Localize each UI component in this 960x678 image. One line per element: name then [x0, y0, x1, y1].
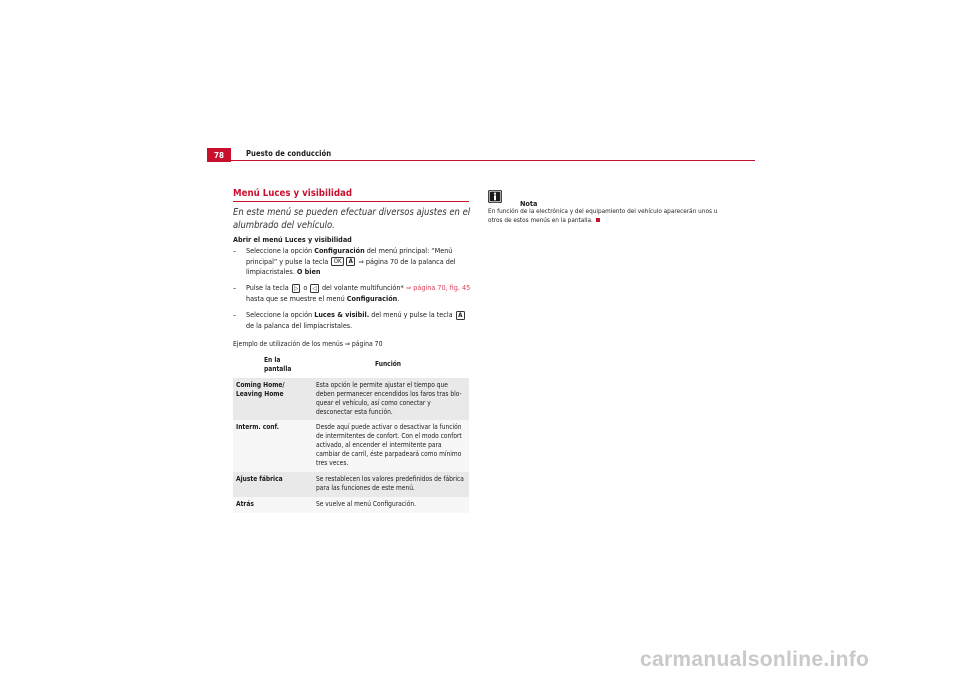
left-arrow-key-icon: ◁: [310, 284, 319, 293]
column-header-function: Función: [375, 360, 402, 369]
table-cell-screen: Interm. conf.: [233, 420, 313, 472]
step-text: Seleccione la opción: [246, 310, 315, 319]
note-text: [488, 207, 728, 225]
menu-table: [233, 354, 469, 513]
step-3: [233, 310, 473, 331]
note-title: Nota: [520, 199, 538, 208]
table-row: [233, 472, 469, 497]
info-icon: [488, 190, 502, 203]
a-key-icon: A: [456, 311, 465, 320]
table-cell-function: Se restablecen los valores predefinidos de fábrica para las funciones de este menú.: [313, 472, 469, 497]
step-bold: Configuración: [314, 246, 365, 255]
right-arrow-key-icon: ▷: [292, 284, 301, 293]
step-2: [233, 283, 473, 304]
end-of-section-icon: [596, 218, 600, 222]
step-dash: –: [233, 310, 237, 319]
step-text: .: [397, 293, 400, 303]
step-bold: Configuración: [346, 293, 398, 303]
table-row: [233, 420, 469, 472]
step-bold: Luces & visibil.: [314, 310, 370, 319]
step-dash: –: [233, 246, 237, 255]
step-text: ⇒ página 70 de la palanca del limpiacristales.: [246, 256, 456, 276]
page-number: 78: [207, 148, 231, 162]
table-cell-function: Desde aquí puede activar o desactivar la función de intermitentes de confort. Con el modo confort activado, al encender el intermitente para cambiar de carril, éste parpadeará como mínimo tres veces.: [313, 420, 469, 472]
table-cell-function: Esta opción le permite ajustar el tiempo que deben permanecer encendidos los faros tras bloquear el vehículo, así como conectar y desconectar esta función.: [313, 378, 469, 421]
table-cell-screen: Coming Home/ Leaving Home: [233, 378, 313, 421]
step-text: o: [301, 283, 310, 292]
ok-key-icon: OK: [331, 257, 344, 266]
page-reference-link[interactable]: ⇒ página 70, fig. 45: [405, 283, 471, 292]
step-text: Seleccione la opción: [246, 246, 315, 255]
table-cell-function: Se vuelve al menú Configuración.: [313, 497, 469, 513]
table-cell-screen: Ajuste fábrica: [233, 472, 313, 497]
watermark: carmanualsonline.info: [640, 648, 870, 671]
subheading: Abrir el menú Luces y visibilidad: [233, 235, 352, 244]
table-row: [233, 378, 469, 421]
table-row: [233, 497, 469, 513]
step-text: Pulse la tecla: [246, 283, 291, 292]
main-heading: Menú Luces y visibilidad: [233, 188, 353, 199]
step-text: del menú y pulse la tecla: [369, 310, 455, 319]
step-text: del menú principal: “Menú principal” y pulse la tecla: [246, 246, 453, 266]
a-key-icon: A: [346, 257, 355, 266]
step-bold: O bien: [296, 267, 321, 276]
note-body: En función de la electrónica y del equipamiento del vehículo aparecerán unos u otros de estos menús en la pantalla.: [488, 207, 718, 224]
heading-rule: [233, 201, 469, 202]
intro-text: En este menú se pueden efectuar diversos ajustes en el alumbrado del vehículo.: [233, 207, 471, 231]
step-text: de la palanca del limpiacristales.: [246, 320, 353, 330]
table-cell-screen: Atrás: [233, 497, 313, 513]
header-rule: [231, 160, 755, 161]
table-header-row: [233, 354, 469, 378]
step-dash: –: [233, 283, 237, 292]
step-1: [233, 246, 473, 278]
section-header: Puesto de conducción: [246, 149, 332, 158]
step-text: del volante multifunción*: [319, 283, 406, 292]
step-text: hasta que se muestre el menú: [246, 293, 347, 303]
table-caption: Ejemplo de utilización de los menús ⇒ página 70: [233, 340, 383, 348]
column-header-screen: En la pantalla: [264, 356, 292, 373]
